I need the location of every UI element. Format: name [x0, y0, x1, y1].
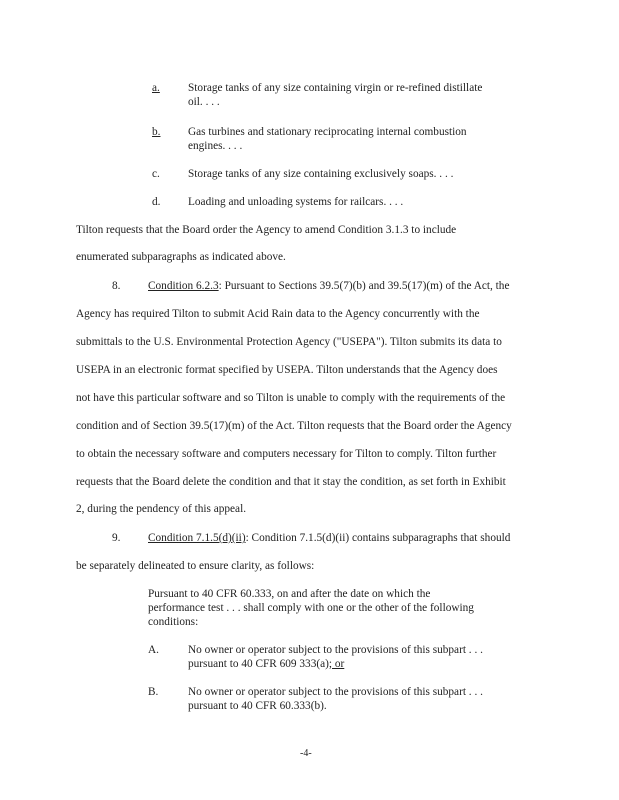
item-text: Storage tanks of any size containing exclusively soaps. . . . [188, 168, 454, 180]
paragraph-line: submittals to the U.S. Environmental Protection Agency ("USEPA"). Tilton submits its data to [76, 336, 502, 348]
condition-heading: Condition 7.1.5(d)(ii) [148, 532, 246, 544]
paragraph-line: be separately delineated to ensure clarity, as follows: [76, 560, 315, 572]
paragraph-line: Agency has required Tilton to submit Acid Rain data to the Agency concurrently with the [76, 308, 480, 320]
quote-line: performance test . . . shall comply with one or the other of the following [148, 602, 474, 614]
item-text: engines. . . . [188, 140, 243, 152]
paragraph-line: condition and of Section 39.5(17)(m) of the Act. Tilton requests that the Board order the Agency [76, 420, 512, 432]
page-number: -4- [300, 748, 312, 759]
subitem-text: No owner or operator subject to the provisions of this subpart . . . [188, 644, 483, 656]
paragraph-line: USEPA in an electronic format specified by USEPA. Tilton understands that the Agency does [76, 364, 498, 376]
item-marker: d. [152, 196, 161, 208]
item-marker: b. [152, 126, 161, 138]
subitem-marker: B. [148, 686, 159, 698]
paragraph-line: not have this particular software and so Tilton is unable to comply with the requirements of the [76, 392, 506, 404]
paragraph-line: requests that the Board delete the condition and that it stay the condition, as set forth in Exhibit [76, 476, 506, 488]
paragraph-line: to obtain the necessary software and computers necessary for Tilton to comply. Tilton further [76, 448, 497, 460]
subitem-text: pursuant to 40 CFR 609 333(a); or [188, 658, 345, 670]
item-marker: c. [152, 168, 160, 180]
paragraph-first-line: Condition 7.1.5(d)(ii): Condition 7.1.5(d)(ii) contains subparagraphs that should [148, 532, 511, 544]
subitem-text: No owner or operator subject to the provisions of this subpart . . . [188, 686, 483, 698]
subitem-text: pursuant to 40 CFR 60.333(b). [188, 700, 327, 712]
item-marker: a. [152, 82, 160, 94]
paragraph-first-line: Condition 6.2.3: Pursuant to Sections 39.5(7)(b) and 39.5(17)(m) of the Act, the [148, 280, 510, 292]
item-text: Gas turbines and stationary reciprocating internal combustion [188, 126, 467, 138]
quote-line: Pursuant to 40 CFR 60.333, on and after the date on which the [148, 588, 431, 600]
item-text: Storage tanks of any size containing virgin or re-refined distillate [188, 82, 483, 94]
request-text: Tilton requests that the Board order the Agency to amend Condition 3.1.3 to include [76, 224, 457, 236]
condition-heading: Condition 6.2.3 [148, 280, 219, 292]
paragraph-number: 9. [112, 532, 121, 544]
request-text: enumerated subparagraphs as indicated above. [76, 251, 286, 263]
paragraph-line: 2, during the pendency of this appeal. [76, 503, 247, 515]
subitem-marker: A. [148, 644, 159, 656]
item-text: oil. . . . [188, 96, 220, 108]
item-text: Loading and unloading systems for railcars. . . . [188, 196, 404, 208]
quote-line: conditions: [148, 616, 199, 628]
paragraph-number: 8. [112, 280, 121, 292]
